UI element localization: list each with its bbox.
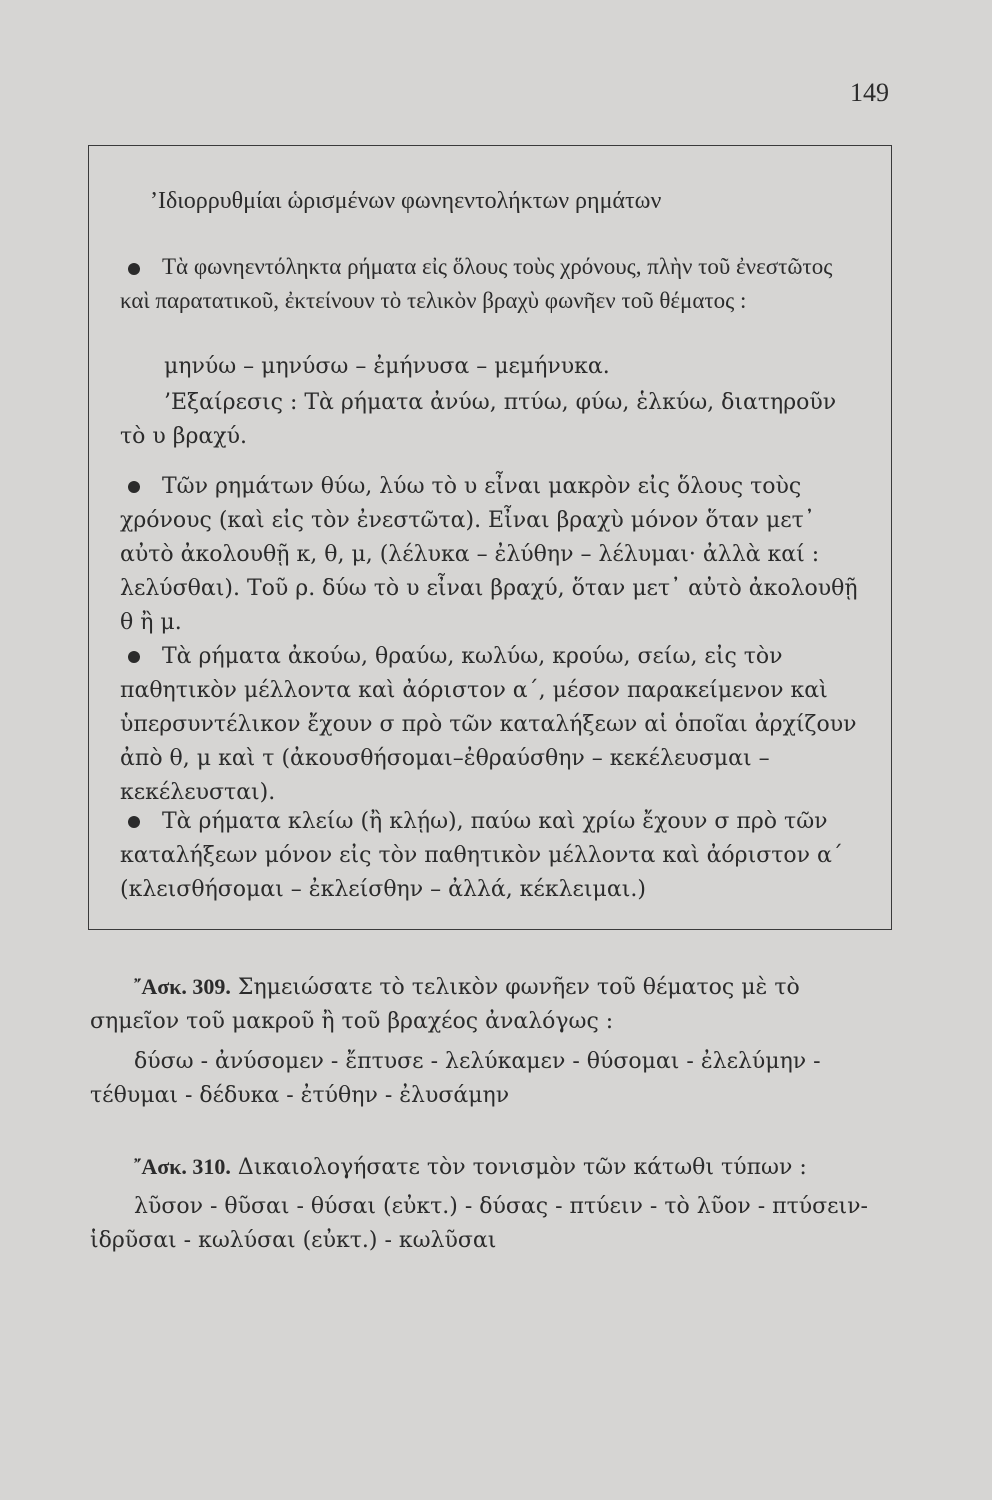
bullet-icon (128, 651, 140, 663)
rule-1 (120, 250, 865, 318)
rule-1-exception (120, 386, 865, 454)
exercise-310-number: ῎Ασκ. 310. (134, 1154, 231, 1179)
box-title: ’Ιδιορρυθμίαι ὡρισμένων φωνηεντολήκτων ρημάτων (150, 188, 662, 214)
rule-4 (120, 805, 865, 907)
page-number: 149 (850, 78, 889, 107)
rule-1-exception-text: ’Εξαίρεσις : Τὰ ρήματα ἀνύω, πτύω, φύω, ἑλκύω, διατηροῦν τὸ υ βραχύ. (120, 390, 837, 449)
rule-1-text: Τὰ φωνηεντόληκτα ρήματα εἰς ὅλους τοὺς χρόνους, πλὴν τοῦ ἐνεστῶτος καὶ παρατατικοῦ, ἐκτείνουν τὸ τελικὸν βραχὺ φωνῆεν τοῦ θέματος : (120, 254, 833, 313)
bullet-icon (128, 816, 140, 828)
exercise-309-items-text: δύσω - ἀνύσομεν - ἔπτυσε - λελύκαμεν - θύσομαι - ἐλελύμην - τέθυμαι - δέδυκα - ἐτύθην - ἐλυσάμην (90, 1049, 821, 1108)
rule-4-text: Τὰ ρήματα κλείω (ἢ κλῄω), παύω καὶ χρίω ἔχουν σ πρὸ τῶν καταλήξεων μόνον εἰς τὸν παθητικὸν μέλλοντα καὶ ἀόριστον α΄ (κλεισθήσομαι – ἐκλείσθην – ἀλλά, κέκλειμαι.) (120, 809, 843, 902)
bullet-icon (128, 481, 140, 493)
exercise-309-instruction: Σημειώσατε τὸ τελικὸν φωνῆεν τοῦ θέματος μὲ τὸ σημεῖον τοῦ μακροῦ ἢ τοῦ βραχέος ἀναλόγως : (90, 975, 800, 1034)
rule-2 (120, 470, 865, 640)
exercise-310 (90, 1150, 895, 1185)
exercise-310-items-text: λῦσον - θῦσαι - θύσαι (εὐκτ.) - δύσας - πτύειν - τὸ λῦον - πτύσειν- ἱδρῦσαι - κωλύσαι (εὐκτ.) - κωλῦσαι (90, 1194, 868, 1253)
exercise-309 (90, 970, 895, 1039)
rule-2-text: Τῶν ρημάτων θύω, λύω τὸ υ εἶναι μακρὸν εἰς ὅλους τοὺς χρόνους (καὶ εἰς τὸν ἐνεστῶτα). Εἶναι βραχὺ μόνον ὅταν μετ᾽ αὐτὸ ἀκολουθῇ κ, θ, μ, (λέλυκα – ἐλύθην – λέλυμαι· ἀλλὰ καί : λελύσθαι). Τοῦ ρ. δύω τὸ υ εἶναι βραχύ, ὅταν μετ᾽ αὐτὸ ἀκολουθῇ θ ἢ μ. (120, 474, 858, 635)
exercise-309-number: ῎Ασκ. 309. (134, 974, 231, 999)
bullet-icon (128, 263, 140, 275)
exercise-309-items (90, 1045, 895, 1113)
exercise-310-instruction: Δικαιολογήσατε τὸν τονισμὸν τῶν κάτωθι τύπων : (237, 1155, 807, 1180)
rule-3 (120, 640, 865, 810)
rule-1-example-text: μηνύω – μηνύσω – ἐμήνυσα – μεμήνυκα. (164, 354, 610, 379)
rule-1-example (120, 350, 865, 384)
rule-3-text: Τὰ ρήματα ἀκούω, θραύω, κωλύω, κρούω, σείω, εἰς τὸν παθητικὸν μέλλοντα καὶ ἀόριστον α΄, μέσον παρακείμενον καὶ ὑπερσυντέλικον ἔχουν σ πρὸ τῶν καταλήξεων αἱ ὁποῖαι ἀρχίζουν ἀπὸ θ, μ καὶ τ (ἀκουσθήσομαι–ἐθραύσθην – κεκέλευσμαι – κεκέλευσται). (120, 644, 857, 805)
exercise-310-items (90, 1190, 895, 1258)
